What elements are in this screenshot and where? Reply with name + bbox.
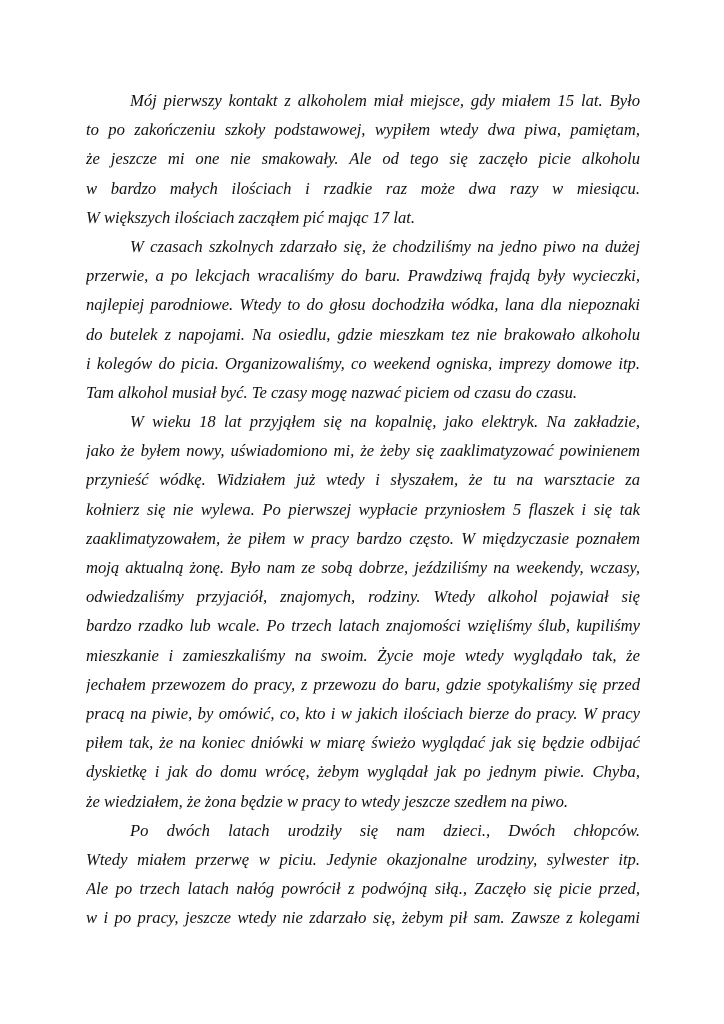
- text-line: najlepiej parodniowe. Wtedy to do głosu dochodziła wódka, lana dla niepoznaki: [86, 295, 640, 315]
- text-line: Wtedy miałem przerwę w piciu. Jedynie okazjonalne urodziny, sylwester itp.: [86, 849, 640, 869]
- text-line: przerwie, a po lekcjach wracaliśmy do baru. Prawdziwą frajdą były wycieczki,: [86, 266, 640, 286]
- text-line: W wieku 18 lat przyjąłem się na kopalnię, jako elektryk. Na zakładzie,: [130, 412, 640, 432]
- text-line: że wiedziałem, że żona będzie w pracy to wtedy jeszcze szedłem na piwo.: [86, 791, 569, 811]
- text-line: piłem tak, że na koniec dniówki w miarę świeżo wyglądać jak się będzie odbijać: [86, 733, 640, 753]
- text-line: kołnierz się nie wylewa. Po pierwszej wypłacie przyniosłem 5 flaszek i się tak: [86, 499, 640, 519]
- text-line: w i po pracy, jeszcze wtedy nie zdarzało się, żebym pił sam. Zawsze z kolegami: [86, 908, 640, 928]
- text-line: pracą na piwie, by omówić, co, kto i w jakich ilościach bierze do pracy. W pracy: [86, 703, 640, 723]
- text-line: dyskietkę i jak do domu wrócę, żebym wyglądał jak po jednym piwie. Chyba,: [86, 762, 640, 782]
- text-line: bardzo rzadko lub wcale. Po trzech latach znajomości wzięliśmy ślub, kupiliśmy: [86, 616, 640, 636]
- text-line: to po zakończeniu szkoły podstawowej, wypiłem wtedy dwa piwa, pamiętam,: [86, 120, 640, 140]
- text-line: W czasach szkolnych zdarzało się, że chodziliśmy na jedno piwo na dużej: [130, 236, 640, 256]
- text-line: odwiedzaliśmy przyjaciół, znajomych, rodziny. Wtedy alkohol pojawiał się: [86, 587, 640, 607]
- text-line: jechałem przewozem do pracy, z przewozu do baru, gdzie spotykaliśmy się przed: [86, 674, 640, 694]
- text-line: zaaklimatyzowałem, że piłem w pracy bardzo często. W międzyczasie poznałem: [86, 528, 640, 548]
- text-line: jako że byłem nowy, uświadomiono mi, że żeby się zaaklimatyzować powinienem: [86, 441, 640, 461]
- text-line: mieszkanie i zamieszkaliśmy na swoim. Życie moje wtedy wyglądało tak, że: [86, 645, 640, 665]
- text-line: Tam alkohol musiał być. Te czasy mogę nazwać piciem od czasu do czasu.: [86, 382, 578, 402]
- text-line: W większych ilościach zacząłem pić mając 17 lat.: [86, 207, 416, 227]
- text-line: Mój pierwszy kontakt z alkoholem miał miejsce, gdy miałem 15 lat. Było: [130, 91, 640, 110]
- paragraph-children: [86, 816, 640, 933]
- text-line: moją aktualną żonę. Było nam ze sobą dobrze, jeździliśmy na weekendy, wczasy,: [86, 558, 640, 577]
- paragraph-first-contact: [86, 86, 640, 232]
- text-line: w bardzo małych ilościach i rzadkie raz może dwa razy w miesiącu.: [86, 178, 640, 198]
- text-line: przynieść wódkę. Widziałem już wtedy i słyszałem, że tu na warsztacie za: [86, 470, 640, 490]
- paragraph-school-years: [86, 232, 640, 407]
- text-line: że jeszcze mi one nie smakowały. Ale od tego się zaczęło picie alkoholu: [86, 149, 640, 169]
- text-line: do butelek z napojami. Na osiedlu, gdzie mieszkam tez nie brakowało alkoholu: [86, 324, 640, 344]
- document-page: [86, 86, 640, 932]
- text-line: Ale po trzech latach nałóg powrócił z podwójną siłą., Zaczęło się picie przed,: [86, 879, 640, 899]
- paragraph-mine-work: [86, 407, 640, 816]
- text-line: Po dwóch latach urodziły się nam dzieci., Dwóch chłopców.: [130, 820, 640, 840]
- text-line: i kolegów do picia. Organizowaliśmy, co weekend ogniska, imprezy domowe itp.: [86, 353, 640, 373]
